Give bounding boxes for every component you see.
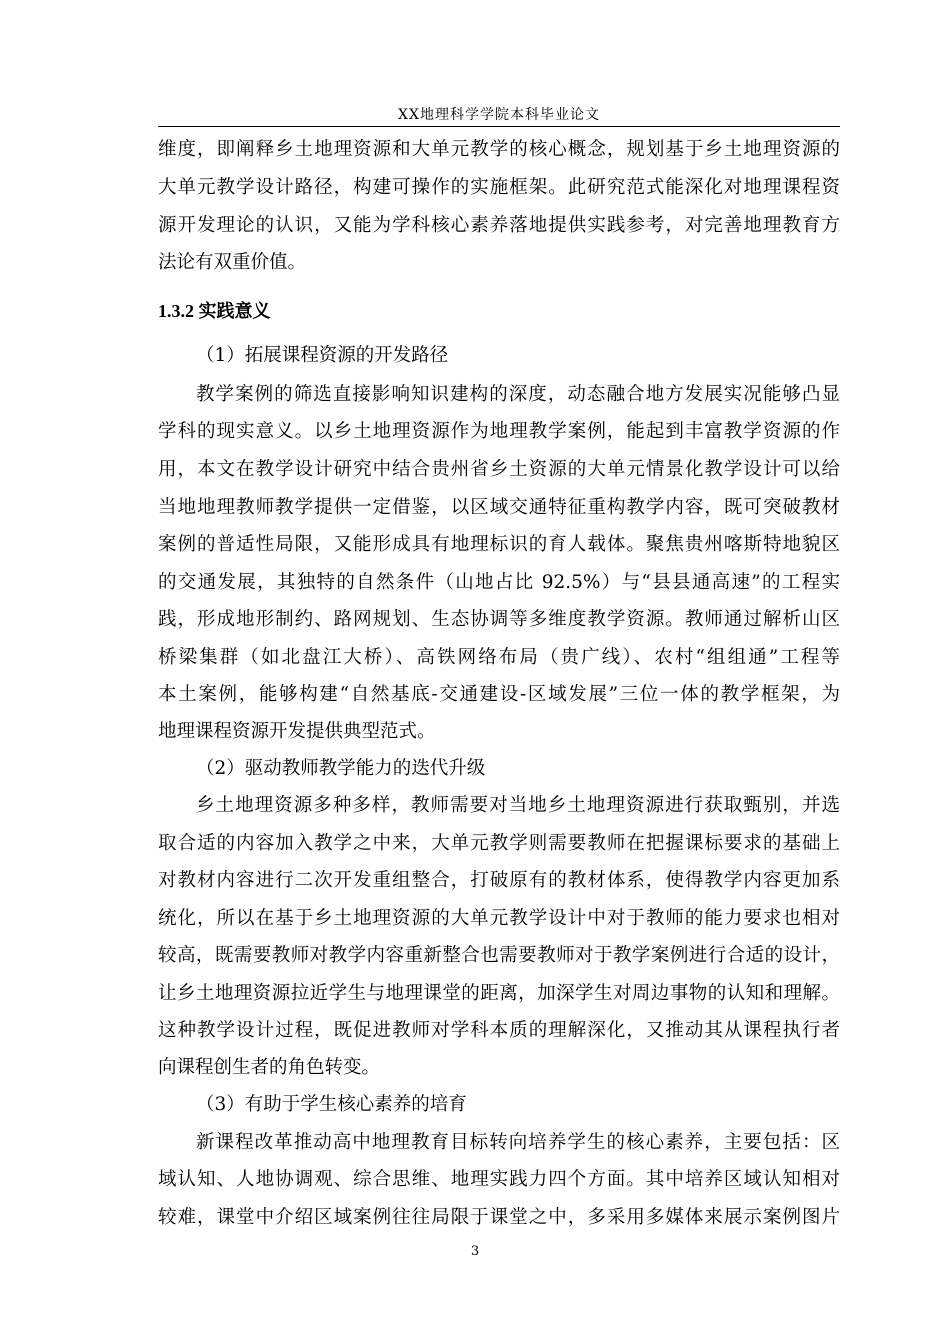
paragraph-line: 教学案例的筛选直接影响知识建构的深度，动态融合地方发展实况能够凸显: [196, 384, 840, 405]
paragraph-line: 本土案例，能够构建“自然基底-交通建设-区域发展”三位一体的教学框架，为: [158, 684, 840, 705]
page-number: 3: [470, 1244, 480, 1259]
paragraph-line: 让乡土地理资源拉近学生与地理课堂的距离，加深学生对周边事物的认知和理解。: [158, 983, 840, 1004]
subsection-title: （3）有助于学生核心素养的培育: [196, 1094, 467, 1115]
paragraph-line: 地理课程资源开发提供典型范式。: [158, 721, 436, 742]
paragraph-line: 当地地理教师教学提供一定借鉴，以区域交通特征重构教学内容，既可突破教材: [158, 497, 840, 518]
paragraph-line: 对教材内容进行二次开发重组整合，打破原有的教材体系，使得教学内容更加系: [158, 870, 840, 891]
paragraph-line: 向课程创生者的角色转变。: [158, 1057, 381, 1078]
paragraph-line: 践，形成地形制约、路网规划、生态协调等多维度教学资源。教师通过解析山区: [158, 609, 840, 630]
page-header: XX地理科学学院本科毕业论文: [398, 107, 600, 123]
paragraph-line: 源开发理论的认识，又能为学科核心素养落地提供实践参考，对完善地理教育方: [158, 215, 840, 236]
paragraph-line: 法论有双重价值。: [158, 252, 307, 273]
paragraph-line: 这种教学设计过程，既促进教师对学科本质的理解深化，又推动其从课程执行者: [158, 1020, 840, 1041]
paragraph-line: 统化，所以在基于乡土地理资源的大单元教学设计中对于教师的能力要求也相对: [158, 908, 840, 929]
section-heading: 1.3.2 实践意义: [158, 301, 271, 321]
paragraph-line: 较高，既需要教师对教学内容重新整合也需要教师对于教学案例进行合适的设计，: [158, 945, 840, 966]
paragraph-line: 学科的现实意义。以乡土地理资源作为地理教学案例，能起到丰富教学资源的作: [158, 421, 840, 442]
paragraph-line: 新课程改革推动高中地理教育目标转向培养学生的核心素养，主要包括：区: [196, 1132, 840, 1153]
paragraph-line: 桥梁集群（如北盘江大桥）、高铁网络布局（贵广线）、农村“组组通”工程等: [158, 647, 840, 668]
paragraph-line: 维度，即阐释乡土地理资源和大单元教学的核心概念，规划基于乡土地理资源的: [158, 139, 840, 160]
paragraph-line: 大单元教学设计路径，构建可操作的实施框架。此研究范式能深化对地理课程资: [158, 177, 840, 198]
subsection-title: （2）驱动教师教学能力的迭代升级: [196, 758, 486, 779]
paragraph-line: 用，本文在教学设计研究中结合贵州省乡土资源的大单元情景化教学设计可以给: [158, 459, 840, 480]
paragraph-line: 乡土地理资源多种多样，教师需要对当地乡土地理资源进行获取甄别，并选: [196, 795, 840, 816]
paragraph-line: 案例的普适性局限，又能形成具有地理标识的育人载体。聚焦贵州喀斯特地貌区: [158, 534, 840, 555]
paragraph-line: 域认知、人地协调观、综合思维、地理实践力四个方面。其中培养区域认知相对: [158, 1169, 840, 1190]
paragraph-line: 较难，课堂中介绍区域案例往往局限于课堂之中，多采用多媒体来展示案例图片: [158, 1207, 840, 1228]
paragraph-line: 取合适的内容加入教学之中来，大单元教学则需要教师在把握课标要求的基础上: [158, 833, 840, 854]
paragraph-line: 的交通发展，其独特的自然条件（山地占比 92.5%）与“县县通高速”的工程实: [158, 572, 840, 593]
header-rule: [158, 126, 840, 127]
subsection-title: （1）拓展课程资源的开发路径: [196, 345, 449, 366]
